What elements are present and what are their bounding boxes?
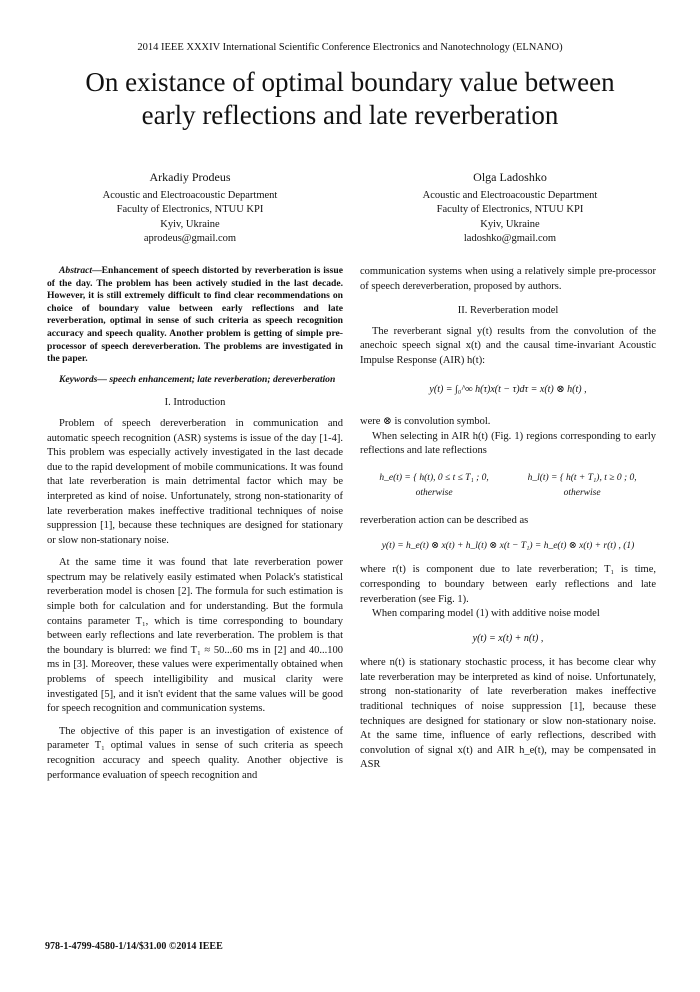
model-paragraph-7: where n(t) is stationary stochastic process, it has become clear why late reverberation may be interpreted as kind of noise. Unfortunately, strong non-stationarity of late reverberation makes ineffective traditional techniques of noise suppression [1], because these techniques are designed for stationary or slow non-stationary noise. At the same time, influence of early reflections, described with convolution of signal x(t) and AIR h_e(t), may be compensated in ASR xyxy=(360,657,656,771)
author-city: Kyiv, Ukraine xyxy=(160,218,220,230)
abstract xyxy=(47,265,343,366)
keywords: Keywords— speech enhancement; late reverberation; dereverberation xyxy=(59,373,336,385)
title-line-1: On existance of optimal boundary value between xyxy=(85,67,615,97)
model-paragraph-5: where r(t) is component due to late reverberation; T₁ is time, corresponding to boundary between early reflections and late reverberation (see Fig. 1). xyxy=(360,564,656,605)
author-faculty: Faculty of Electronics, NTUU KPI xyxy=(436,204,584,215)
equation-late-air: h_l(t) = { h(t + T₁), t ≥ 0 ; 0, otherwise xyxy=(527,472,637,498)
equation-additive-noise: y(t) = x(t) + n(t) , xyxy=(472,632,544,644)
model-paragraph-4: reverberation action can be described as xyxy=(360,515,529,527)
author-block-2 xyxy=(380,170,640,247)
title-line-2: early reflections and late reverberation xyxy=(141,100,559,130)
abstract-label: Abstract xyxy=(59,265,93,276)
author-name: Arkadiy Prodeus xyxy=(149,170,231,184)
intro-paragraph-3: The objective of this paper is an investigation of existence of parameter T₁ optimal values in sense of such criteria as speech recognition accuracy and speech quality. Another objective is performance evaluation of speech recognition and xyxy=(47,725,343,781)
model-paragraph-6: When comparing model (1) with additive noise model xyxy=(372,608,600,620)
right-column xyxy=(360,265,656,773)
intro-paragraph-1: Problem of speech dereverberation in communication and automatic speech recognition (ASR) systems is issue of the day [1-4]. This problem was especially actively investigated in the last decade due to the rapid development of mobile communications. It was found that late reverberation is main detrimental factor which may be interpreted as kind of noise. Unfortunately, strong non-stationarity of late reverberation makes ineffective traditional techniques of noise suppression [1], because these techniques are designed for stationary or slow non-stationary noise. xyxy=(47,417,343,546)
model-paragraph-1: The reverberant signal y(t) results from the convolution of the anechoic speech signal x(t) and the causal time-invariant Acoustic Impulse Response (AIR) h(t): xyxy=(360,325,656,366)
author-email[interactable]: ladoshko@gmail.com xyxy=(463,233,557,244)
author-block-1 xyxy=(60,170,320,247)
equation-convolution: y(t) = ∫₀^∞ h(τ)x(t − τ)dτ = x(t) ⊗ h(t) , xyxy=(429,383,587,395)
author-dept: Acoustic and Electroacoustic Department xyxy=(422,189,598,201)
equation-1: y(t) = h_e(t) ⊗ x(t) + h_l(t) ⊗ x(t − T₁) = h_e(t) ⊗ x(t) + r(t) , (1) xyxy=(381,540,635,551)
conference-header: 2014 IEEE XXXIV International Scientific Conference Electronics and Nanotechnology (ELNANO) xyxy=(137,42,563,53)
left-column xyxy=(47,265,343,783)
model-paragraph-3: When selecting in AIR h(t) (Fig. 1) regions corresponding to early reflections and late reflections xyxy=(360,430,656,457)
author-faculty: Faculty of Electronics, NTUU KPI xyxy=(116,204,264,215)
author-name: Olga Ladoshko xyxy=(473,170,547,184)
author-city: Kyiv, Ukraine xyxy=(480,218,540,230)
equation-air-split xyxy=(360,471,656,500)
section-heading-introduction: I. Introduction xyxy=(164,397,226,409)
equation-early-air: h_e(t) = { h(t), 0 ≤ t ≤ T₁ ; 0, otherwise xyxy=(379,472,489,498)
paper-title xyxy=(40,66,660,132)
author-email[interactable]: aprodeus@gmail.com xyxy=(143,233,237,244)
section-heading-reverberation-model: II. Reverberation model xyxy=(457,305,559,317)
intro-paragraph-2: At the same time it was found that late reverberation power spectrum may be relatively easily estimated when Polack's statistical reverberation model is chosen [2]. The formula for such estimation is simple both for calculation and for understanding. But the formula contains parameter T₁, which is time corresponding to boundary between early reflections and late reverberation. The problem is that the boundary is blurred: we find T₁ ≈ 50...60 ms in [2] and 40...100 ms in [3]. Moreover, these values were experimentally obtained when problems of speech intelligibility and musical clarity were investigated [5], and it isn't evident that the same values will be good for speech recognition and communication systems. xyxy=(47,557,343,715)
isbn-footer: 978-1-4799-4580-1/14/$31.00 ©2014 IEEE xyxy=(45,941,223,952)
right-paragraph-0: communication systems when using a relatively simple pre-processor of speech dereverberation, proposed by authors. xyxy=(360,266,656,292)
author-dept: Acoustic and Electroacoustic Department xyxy=(102,189,278,201)
model-paragraph-2: were ⊗ is convolution symbol. xyxy=(360,416,491,428)
abstract-text: —Enhancement of speech distorted by reverberation is issue of the day. The problem has been actively studied in the last decade. However, it is still extremely difficult to find clear recommendations on choice of boundary value between early reflections and late reverberation, optimal in sense of such criteria as speech recognition accuracy and speech quality. Another problem is getting of simple pre-processor of speech dereverberation. The problems are investigated in the paper. xyxy=(47,265,343,365)
